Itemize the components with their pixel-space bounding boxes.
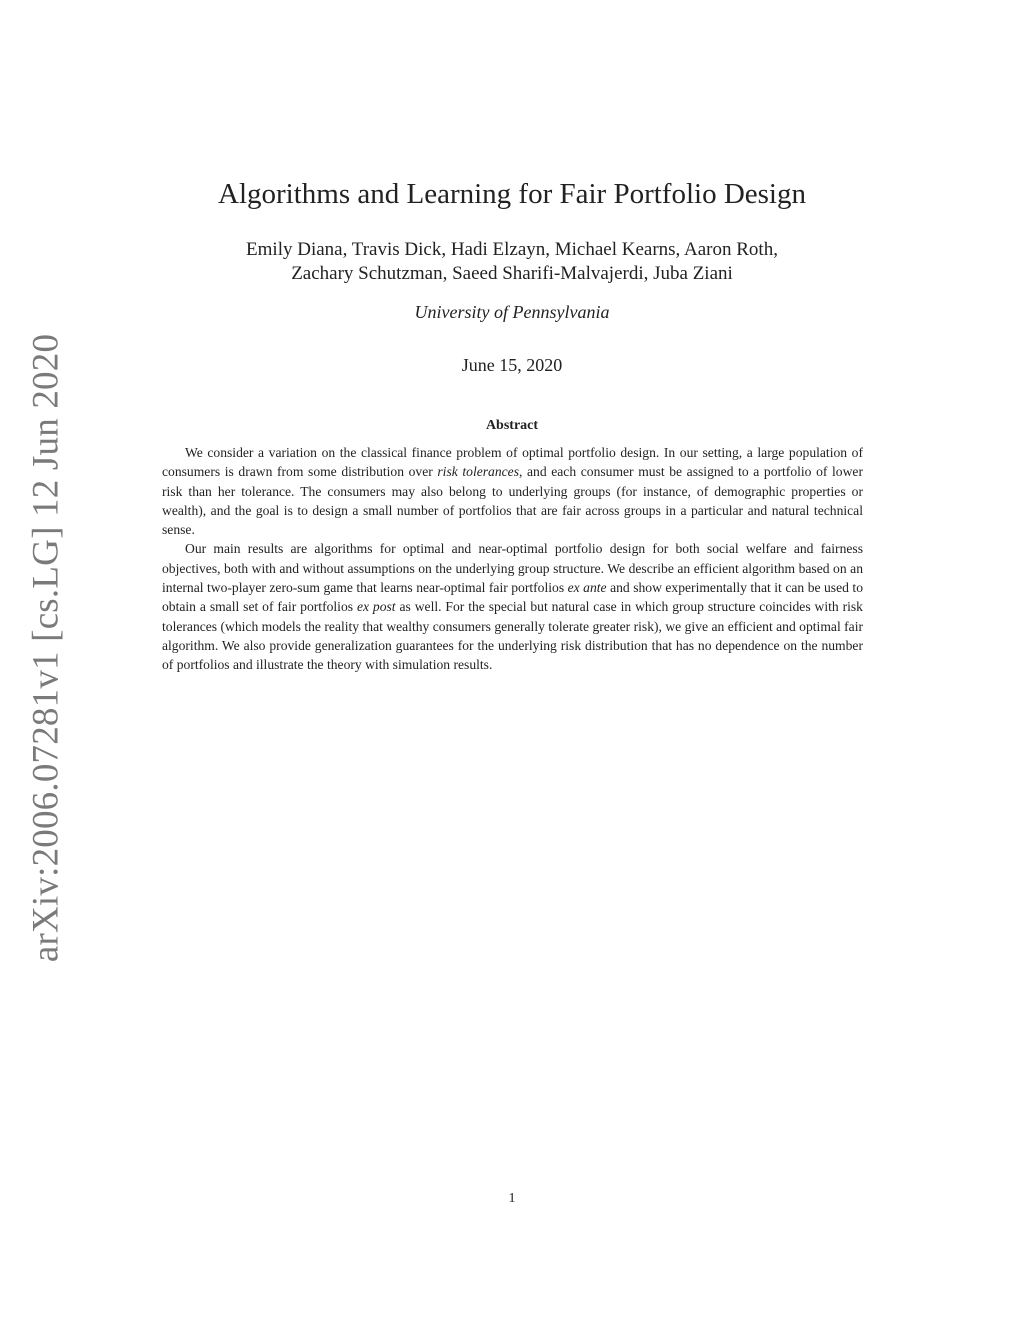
affiliation: University of Pennsylvania [414, 302, 610, 322]
abstract-p1-emphasis: risk tolerances [437, 464, 519, 480]
abstract-p2-text-c: as well. For the special but natural case in which group structure coincides with risk tolerances (which models the reality that wealthy consumers generally tolerate greater risk), we give an efficient and optimal fair algorithm. We also provide generalization guarantees for the underlying risk distribution that has no dependence on the number of portfolios and illustrate the theory with simulation results. [162, 599, 863, 673]
author-line-2: Zachary Schutzman, Saeed Sharifi-Malvajerdi, Juba Ziani [291, 263, 733, 284]
author-list [0, 238, 1024, 286]
abstract-p1-text-a: We consider a variation on the classical finance problem of optimal portfolio design. In our setting, a large population of consumers is drawn from some distribution over [162, 445, 863, 480]
abstract-paragraph-1 [162, 443, 863, 539]
abstract-p2-emphasis-ex-post: ex post [356, 599, 396, 615]
publication-date: June 15, 2020 [461, 355, 563, 375]
abstract-p2-emphasis-ex-ante: ex ante [567, 580, 607, 596]
abstract-p2-text-b: and show experimentally that it can be used to obtain a small set of fair portfolios [162, 580, 863, 615]
abstract-paragraph-2 [162, 539, 863, 674]
abstract-body [162, 443, 863, 675]
abstract-p2-text-a: Our main results are algorithms for optimal and near-optimal portfolio design for both social welfare and fairness objectives, both with and without assumptions on the underlying group structure. We describe an efficient algorithm based on an internal two-player zero-sum game that learns near-optimal fair portfolios [162, 541, 863, 596]
abstract-p1-text-b: , and each consumer must be assigned to a portfolio of lower risk than her tolerance. The consumers may also belong to underlying groups (for instance, of demographic properties or wealth), and the goal is to design a small number of portfolios that are fair across groups in a particular and natural technical sense. [162, 464, 863, 538]
author-line-1: Emily Diana, Travis Dick, Hadi Elzayn, Michael Kearns, Aaron Roth, [246, 239, 778, 260]
abstract-heading: Abstract [485, 418, 539, 433]
page-number: 1 [508, 1191, 516, 1206]
arxiv-identifier-stamp: arXiv:2006.07281v1 [cs.LG] 12 Jun 2020 [25, 333, 67, 963]
paper-title: Algorithms and Learning for Fair Portfolio Design [218, 178, 806, 210]
